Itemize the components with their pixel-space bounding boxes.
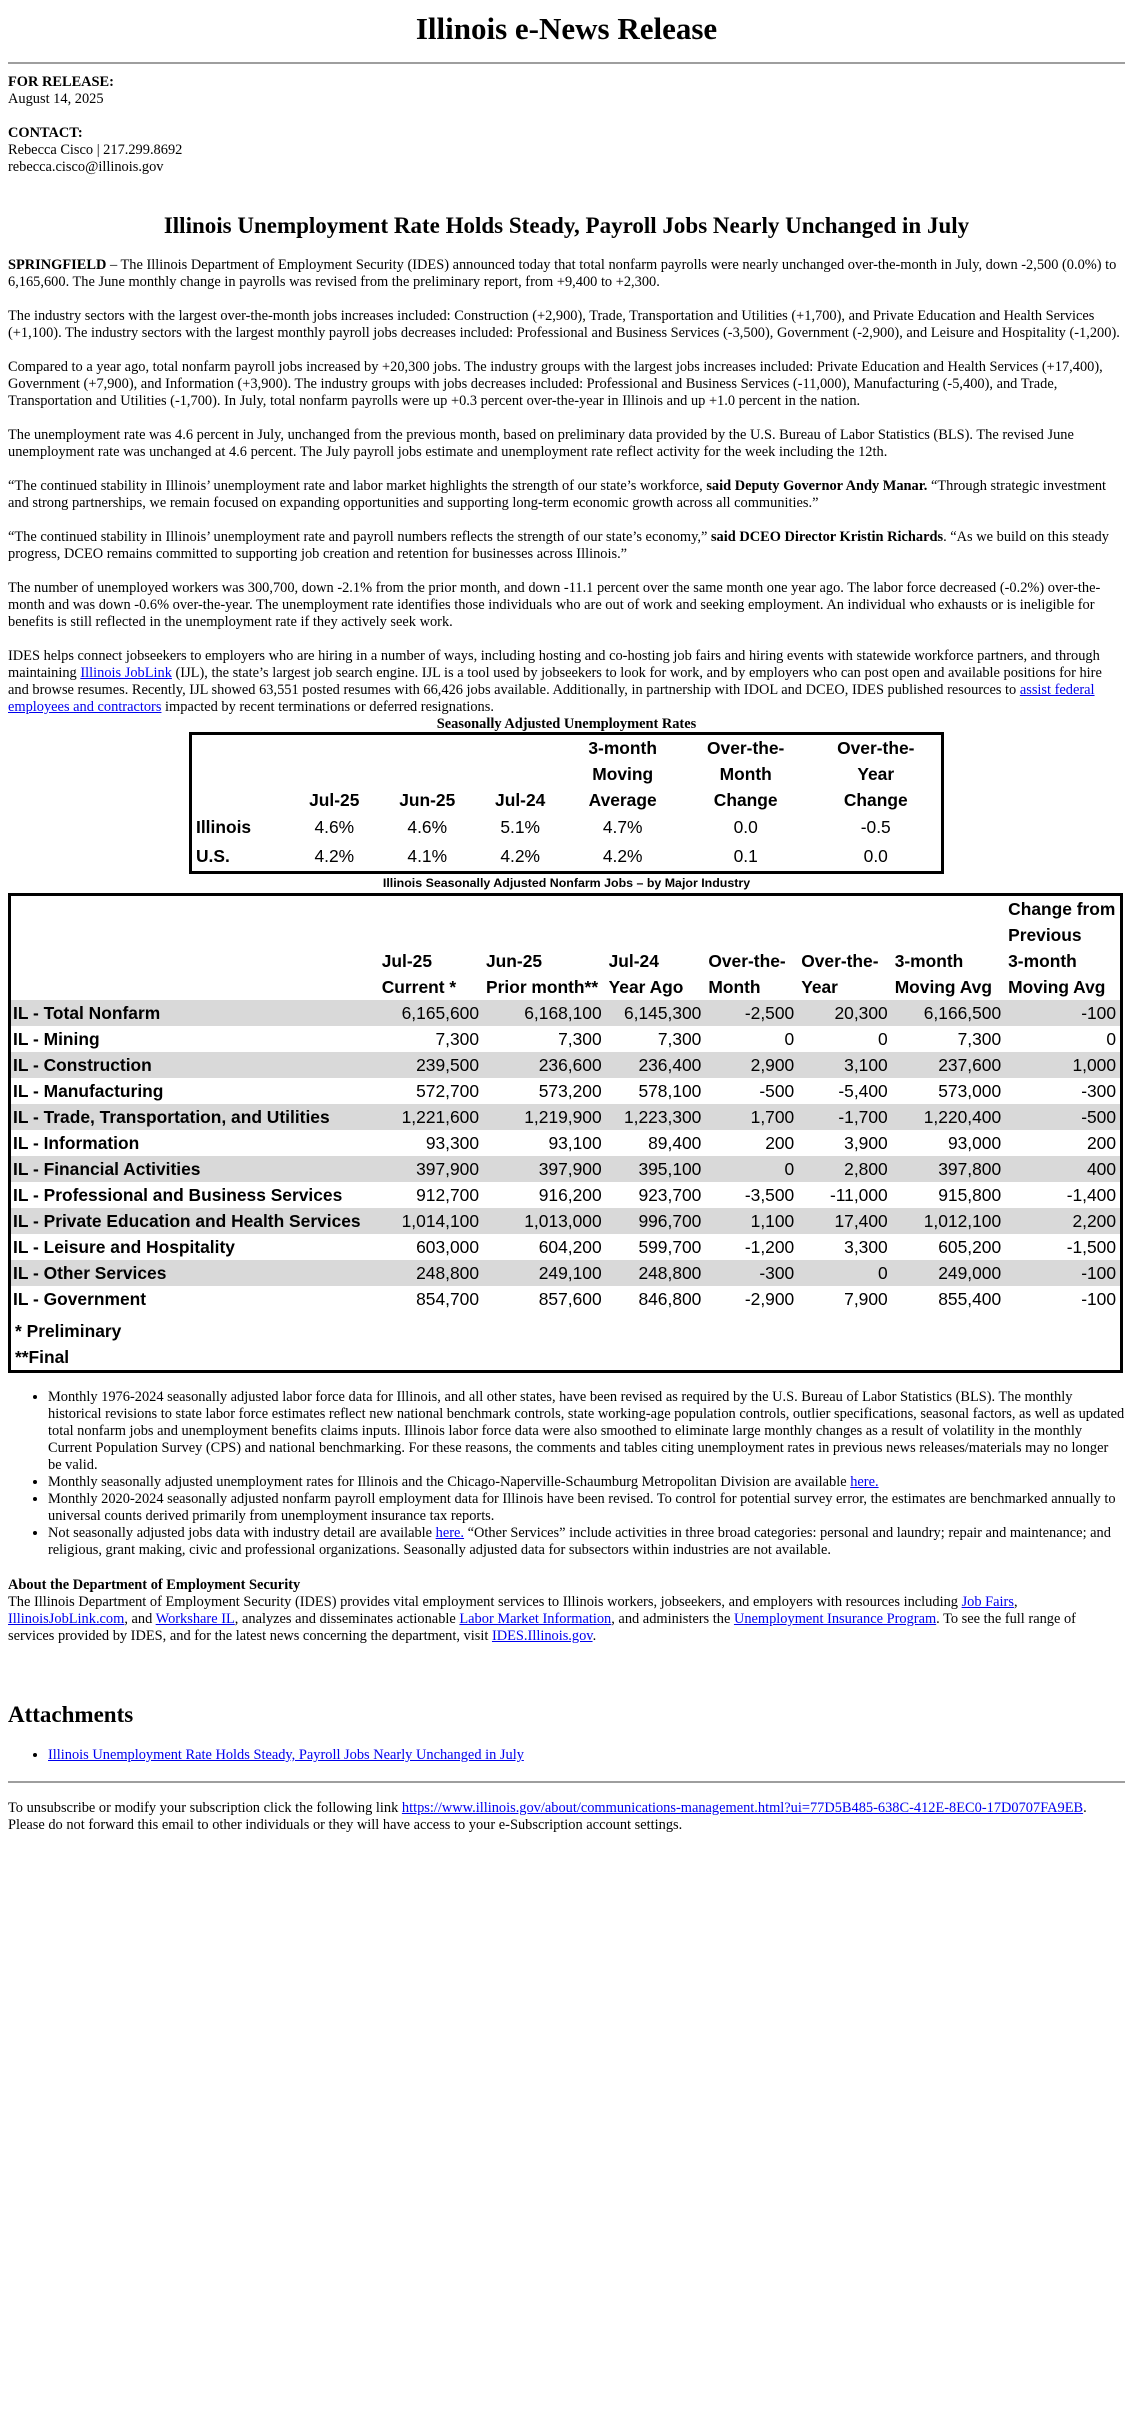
table-cell: -500: [759, 1081, 795, 1101]
table-cell: 1,221,600: [379, 1104, 483, 1130]
table-footnote: **Final: [15, 1347, 70, 1367]
table-cell: 1,223,300: [606, 1104, 706, 1130]
table-cell: 1,000: [1005, 1052, 1121, 1078]
attachments-list: [8, 1747, 1125, 1764]
quote-text: “The continued stability in Illinois’ unemployment rate and payroll numbers reflects the strength of our state’s economy,”: [8, 529, 711, 545]
table-cell: 0: [705, 1156, 798, 1182]
column-header: Over-the- Month Change: [707, 738, 785, 810]
about-text: ,: [1013, 1594, 1018, 1610]
table-cell: -5,400: [838, 1081, 888, 1101]
attachment-item: [48, 1747, 1125, 1764]
table-cell: 248,800: [379, 1260, 483, 1286]
quote-attribution: said Deputy Governor Andy Manar.: [706, 478, 928, 494]
press-headline: Illinois Unemployment Rate Holds Steady, Payroll Jobs Nearly Unchanged in July: [163, 213, 970, 238]
table-cell: 4.1%: [407, 846, 448, 866]
table-cell: 249,100: [483, 1260, 606, 1286]
column-header: [10, 895, 379, 1001]
table-cell: -2,500: [705, 1000, 798, 1026]
workshare-link[interactable]: Workshare IL: [155, 1611, 235, 1627]
note-item: [48, 1474, 1125, 1491]
dateline: SPRINGFIELD: [8, 257, 107, 273]
table-cell: -1,500: [1066, 1237, 1116, 1257]
table-cell: 0: [798, 1260, 891, 1286]
table-cell: -1,700: [798, 1104, 891, 1130]
column-header: Over-the- Year: [801, 951, 879, 997]
table-cell: 923,700: [638, 1185, 702, 1205]
release-date: August 14, 2025: [8, 91, 104, 107]
table-row: [10, 1156, 1122, 1182]
notes-list: [8, 1389, 1125, 1559]
table-cell: 1,012,100: [892, 1208, 1005, 1234]
row-label: IL - Manufacturing: [13, 1081, 164, 1101]
table-cell: 912,700: [416, 1185, 480, 1205]
table-cell: 0: [1106, 1029, 1116, 1049]
row-label: U.S.: [196, 846, 230, 866]
contact-label: CONTACT:: [8, 125, 83, 141]
table-row: [191, 842, 943, 873]
column-header: Over-the- Month: [708, 951, 786, 997]
table-cell: 1,100: [705, 1208, 798, 1234]
table-cell: 0: [878, 1029, 888, 1049]
table-footnote-row: [10, 1318, 1122, 1344]
table-cell: 200: [1086, 1133, 1116, 1153]
table-cell: 20,300: [798, 1000, 891, 1026]
table-footnote: * Preliminary: [15, 1321, 122, 1341]
table-cell: 6,165,600: [379, 1000, 483, 1026]
row-label: IL - Trade, Transportation, and Utilities: [10, 1104, 379, 1130]
table-cell: 1,013,000: [483, 1208, 606, 1234]
table-cell: 200: [765, 1133, 795, 1153]
table-cell: 855,400: [938, 1289, 1002, 1309]
contact-email: rebecca.cisco@illinois.gov: [8, 159, 164, 175]
table-row: [10, 1286, 1122, 1312]
unemployment-insurance-link[interactable]: Unemployment Insurance Program: [733, 1611, 937, 1627]
table-cell: 395,100: [606, 1156, 706, 1182]
paragraph-2: The industry sectors with the largest over-the-month jobs increases included: Construction (+2,900), Trade, Transportation and Utilities (+1,700), and Private Education and Health Services (+1,100). The industry sectors with the largest monthly payroll jobs decreases included: Professional and Business Services (-3,500), Government (-2,900), and Leisure and Hospitality (-1,200).: [8, 308, 1120, 341]
table-cell: 915,800: [938, 1185, 1002, 1205]
column-header: Change from Previous 3-month Moving Avg: [1008, 899, 1116, 997]
table-cell: 578,100: [638, 1081, 702, 1101]
column-header: Jul-25 Current *: [381, 951, 457, 997]
column-header: Jul-25: [309, 790, 360, 810]
table-row: [10, 1234, 1122, 1260]
table-row: [10, 1104, 1122, 1130]
table-cell: 3,900: [844, 1133, 888, 1153]
column-header: Jun-25: [399, 790, 456, 810]
column-header: 3-month Moving Average: [588, 738, 657, 810]
table-row: [10, 1182, 1122, 1208]
table-cell: -0.5: [860, 817, 891, 837]
job-fairs-link[interactable]: Job Fairs: [961, 1594, 1014, 1610]
table-cell: 4.2%: [314, 846, 355, 866]
quote-text: . “As we build on this steady progress, DCEO remains committed to supporting job creation and retention for businesses across Illinois.”: [8, 529, 1109, 562]
table-footnote-row: [10, 1344, 1122, 1372]
table-cell: 6,145,300: [606, 1000, 706, 1026]
table-cell: 93,100: [548, 1133, 602, 1153]
table-cell: 4.6%: [314, 817, 355, 837]
about-text: , analyzes and disseminates actionable: [234, 1611, 460, 1627]
paragraph-3: Compared to a year ago, total nonfarm payroll jobs increased by +20,300 jobs. The industry groups with the largest jobs increases included: Private Education and Health Services (+17,400), Government (+7,900), and Information (+3,900). The industry groups with jobs decreases included: Professional and Business Services (-11,000), Manufacturing (-5,400), and Trade, Transportation and Utilities (-1,700). In July, total nonfarm payrolls were up +0.3 percent over-the-year in Illinois and up +1.0 percent in the nation.: [8, 359, 1103, 409]
table-row: [10, 1260, 1122, 1286]
row-label: IL - Total Nonfarm: [10, 1000, 379, 1026]
quote-text: “The continued stability in Illinois’ unemployment rate and labor market highlights the strength of our state’s workforce,: [8, 478, 707, 494]
table-cell: 7,900: [844, 1289, 888, 1309]
row-label: IL - Information: [13, 1133, 140, 1153]
about-heading: About the Department of Employment Security: [8, 1577, 301, 1593]
table-cell: 2,800: [798, 1156, 891, 1182]
table-cell: 4.6%: [407, 817, 448, 837]
table-cell: 239,500: [379, 1052, 483, 1078]
paragraph-5-quote: [8, 478, 1125, 512]
table-row: [10, 1052, 1122, 1078]
row-label: IL - Professional and Business Services: [13, 1185, 343, 1205]
paragraph-1-text: – The Illinois Department of Employment Security (IDES) announced today that total nonfarm payrolls were nearly unchanged over-the-month in July, down -2,500 (0.0%) to 6,165,600. The June monthly change in payrolls was revised from the preliminary report, from +9,400 to +2,300.: [8, 257, 1117, 290]
table-cell: 916,200: [538, 1185, 602, 1205]
table-cell: 6,166,500: [892, 1000, 1005, 1026]
about-text: The Illinois Department of Employment Security (IDES) provides vital employment services to Illinois workers, jobseekers, and employers with resources including: [8, 1594, 962, 1610]
federal-employees-link[interactable]: assist federal employees and contractors: [8, 682, 1095, 715]
subscription-management-link[interactable]: https://www.illinois.gov/about/communications-management.html?ui=77D5B485-638C-412E-8EC0-17D0707FA9EB: [401, 1800, 1084, 1816]
illinoisjoblink-link[interactable]: IllinoisJobLink.com: [8, 1611, 125, 1627]
nonfarm-jobs-table: [8, 893, 1123, 1373]
rates-header-row: [191, 734, 943, 814]
attachments-heading: Attachments: [8, 1702, 134, 1727]
table-cell: 4.2%: [500, 846, 540, 866]
jobs-header-row: [10, 895, 1122, 1001]
table-cell: 4.2%: [602, 846, 643, 866]
row-label: IL - Construction: [10, 1052, 379, 1078]
table-cell: -500: [1005, 1104, 1121, 1130]
table-cell: -2,900: [744, 1289, 795, 1309]
table-cell: 604,200: [538, 1237, 602, 1257]
table-cell: 17,400: [798, 1208, 891, 1234]
note-text: Not seasonally adjusted jobs data with industry detail are available: [48, 1525, 436, 1541]
release-label: FOR RELEASE:: [8, 74, 114, 90]
contact-phone: Rebecca Cisco | 217.299.8692: [8, 142, 183, 158]
table-cell: 249,000: [892, 1260, 1005, 1286]
table-cell: -3,500: [744, 1185, 795, 1205]
unsubscribe-note: [8, 1800, 1125, 1834]
footer-text: . Please do not forward this email to other individuals or they will have access to your e-Subscription account settings.: [8, 1800, 1087, 1833]
table-cell: 1,220,400: [892, 1104, 1005, 1130]
table-cell: 5.1%: [500, 817, 540, 837]
attachment-link[interactable]: Illinois Unemployment Rate Holds Steady, Payroll Jobs Nearly Unchanged in July: [48, 1747, 524, 1763]
table-cell: 605,200: [938, 1237, 1002, 1257]
table-cell: 2,900: [705, 1052, 798, 1078]
table-cell: 599,700: [638, 1237, 702, 1257]
top-divider: [8, 62, 1125, 64]
about-text: .: [592, 1628, 597, 1644]
table-cell: -1,200: [744, 1237, 795, 1257]
table-cell: -100: [1005, 1000, 1121, 1026]
table-row: [10, 1130, 1122, 1156]
table-cell: -100: [1005, 1260, 1121, 1286]
table-cell: 603,000: [416, 1237, 480, 1257]
column-header: [191, 734, 291, 814]
row-label: IL - Leisure and Hospitality: [13, 1237, 235, 1257]
release-meta: [8, 74, 1125, 176]
row-label: IL - Mining: [13, 1029, 100, 1049]
table-cell: 573,200: [538, 1081, 602, 1101]
table-row: [10, 1208, 1122, 1234]
table-cell: 0.0: [863, 846, 888, 866]
table-row: [10, 1000, 1122, 1026]
table-cell: 996,700: [606, 1208, 706, 1234]
unemployment-rates-table: [189, 732, 944, 874]
row-label: IL - Government: [13, 1289, 147, 1309]
table-cell: 248,800: [606, 1260, 706, 1286]
table-cell: 1,014,100: [379, 1208, 483, 1234]
column-header: 3-month Moving Avg: [894, 951, 992, 997]
table-cell: 7,300: [435, 1029, 480, 1049]
ides-website-link[interactable]: IDES.Illinois.gov: [491, 1628, 593, 1644]
quote-attribution: said DCEO Director Kristin Richards: [710, 529, 944, 545]
banner-title: Illinois e-News Release: [415, 11, 718, 46]
table-cell: 400: [1005, 1156, 1121, 1182]
paragraph-1: [8, 257, 1125, 291]
note-text: “Other Services” include activities in three broad categories: personal and laundry; repair and maintenance; and religious, grant making, civic and professional organizations. Seasonally adjusted data for subsectors within industries are not available.: [48, 1525, 1111, 1558]
illinois-joblink-link[interactable]: Illinois JobLink: [80, 665, 172, 681]
row-label: IL - Financial Activities: [10, 1156, 379, 1182]
table-cell: 3,100: [798, 1052, 891, 1078]
labor-market-info-link[interactable]: Labor Market Information: [459, 1611, 612, 1627]
column-header: Over-the- Year Change: [837, 738, 915, 810]
about-paragraph: [8, 1594, 1125, 1645]
column-header: Jul-24 Year Ago: [608, 951, 684, 997]
about-text: , and: [124, 1611, 156, 1627]
table-cell: 846,800: [638, 1289, 702, 1309]
table-cell: -300: [705, 1260, 798, 1286]
rates-table-caption: Seasonally Adjusted Unemployment Rates: [436, 716, 697, 732]
paragraph-8-text: (IJL), the state’s largest job search engine. IJL is a tool used by jobseekers to look for work, and by employers who can post open and available positions for hire and browse resumes. Recently, IJL showed 63,551 posted resumes with 66,426 jobs available. Additionally, in partnership with IDOL and DCEO, IDES published resources to: [8, 665, 1102, 698]
footer-divider: [8, 1781, 1125, 1783]
table-cell: 236,600: [483, 1052, 606, 1078]
paragraph-8-text: IDES helps connect jobseekers to employers who are hiring in a number of ways, including hosting and co-hosting job fairs and hiring events with statewide workforce partners, and through maintaining: [8, 648, 1100, 681]
paragraph-6-quote: [8, 529, 1125, 563]
table-cell: 7,300: [957, 1029, 1002, 1049]
table-cell: -1,400: [1066, 1185, 1116, 1205]
table-cell: 93,300: [425, 1133, 480, 1153]
table-cell: 4.7%: [602, 817, 643, 837]
table-cell: 857,600: [538, 1289, 602, 1309]
table-cell: -300: [1081, 1081, 1116, 1101]
table-cell: 397,900: [379, 1156, 483, 1182]
table-row: [10, 1078, 1122, 1104]
table-cell: 397,800: [892, 1156, 1005, 1182]
about-text: . To see the full range of services provided by IDES, and for the latest news concerning the department, visit: [8, 1611, 1076, 1644]
jobs-data-here-link[interactable]: here.: [435, 1525, 465, 1541]
row-label: IL - Private Education and Health Services: [10, 1208, 379, 1234]
table-cell: 0.0: [733, 817, 758, 837]
table-cell: -100: [1081, 1289, 1116, 1309]
note-item: [48, 1525, 1125, 1559]
table-cell: 0.1: [733, 846, 758, 866]
paragraph-7: The number of unemployed workers was 300,700, down -2.1% from the prior month, and down -11.1 percent over the same month one year ago. The labor force decreased (-0.2%) over-the-month and was down -0.6% over-the-year. The unemployment rate identifies those individuals who are out of work and seeking employment. An individual who exhausts or is ineligible for benefits is still reflected in the unemployment rate if they actively seek work.: [8, 580, 1101, 630]
table-row: [10, 1026, 1122, 1052]
table-cell: 1,700: [705, 1104, 798, 1130]
column-header: Jun-25 Prior month**: [486, 951, 599, 997]
table-cell: 397,900: [483, 1156, 606, 1182]
table-cell: 3,300: [844, 1237, 888, 1257]
footer-text: To unsubscribe or modify your subscription click the following link: [8, 1800, 402, 1816]
table-cell: 93,000: [947, 1133, 1002, 1153]
table-cell: 7,300: [558, 1029, 602, 1049]
table-cell: 89,400: [648, 1133, 702, 1153]
table-cell: -11,000: [829, 1185, 888, 1205]
table-cell: 7,300: [657, 1029, 702, 1049]
note-item: • Monthly 1976-2024 seasonally adjusted labor force data for Illinois, and all other states, have been revised as required by the U.S. Bureau of Labor Statistics (BLS). The monthly historical revisions to state labor force estimates reflect new national benchmark controls, state working-age population controls, outlier specifications, seasonal factors, as well as updated total nonfarm jobs and unemployment benefits claims inputs. Illinois labor force data were also smoothed to eliminate large monthly changes as a result of volatility in the monthly Current Population Survey (CPS) and national benchmarking. For these reasons, the comments and tables citing unemployment rates in previous news releases/materials may no longer be valid.: [48, 1389, 1125, 1474]
table-cell: 6,168,100: [483, 1000, 606, 1026]
paragraph-4: The unemployment rate was 4.6 percent in July, unchanged from the previous month, based on preliminary data provided by the U.S. Bureau of Labor Statistics (BLS). The revised June unemployment rate was unchanged at 4.6 percent. The July payroll jobs estimate and unemployment rate reflect activity for the week including the 12th.: [8, 427, 1074, 460]
table-cell: 573,000: [938, 1081, 1002, 1101]
note-item: • Monthly 2020-2024 seasonally adjusted nonfarm payroll employment data for Illinois have been revised. To control for potential survey error, the estimates are benchmarked annually to universal counts derived primarily from unemployment insurance tax reports.: [48, 1491, 1125, 1525]
quote-text: “Through strategic investment and strong partnerships, we remain focused on expanding opportunities and supporting long-term economic growth across all communities.”: [8, 478, 1107, 511]
jobs-table-caption: Illinois Seasonally Adjusted Nonfarm Jobs – by Major Industry: [382, 876, 751, 890]
unemployment-rates-here-link[interactable]: here.: [850, 1474, 879, 1490]
table-cell: 1,219,900: [483, 1104, 606, 1130]
paragraph-8-text: impacted by recent terminations or deferred resignations.: [161, 699, 494, 715]
table-cell: 2,200: [1005, 1208, 1121, 1234]
table-cell: 237,600: [892, 1052, 1005, 1078]
note-text: Monthly seasonally adjusted unemployment rates for Illinois and the Chicago-Naperville-Schaumburg Metropolitan Division are available: [48, 1474, 851, 1490]
table-row: [191, 813, 943, 842]
column-header: Jul-24: [495, 790, 546, 810]
table-cell: 854,700: [416, 1289, 480, 1309]
about-text: , and administers the: [611, 1611, 734, 1627]
table-cell: 0: [784, 1029, 795, 1049]
table-cell: 572,700: [416, 1081, 480, 1101]
row-label: IL - Other Services: [10, 1260, 379, 1286]
paragraph-8: [8, 648, 1125, 716]
row-label: Illinois: [196, 817, 252, 837]
table-cell: 236,400: [606, 1052, 706, 1078]
